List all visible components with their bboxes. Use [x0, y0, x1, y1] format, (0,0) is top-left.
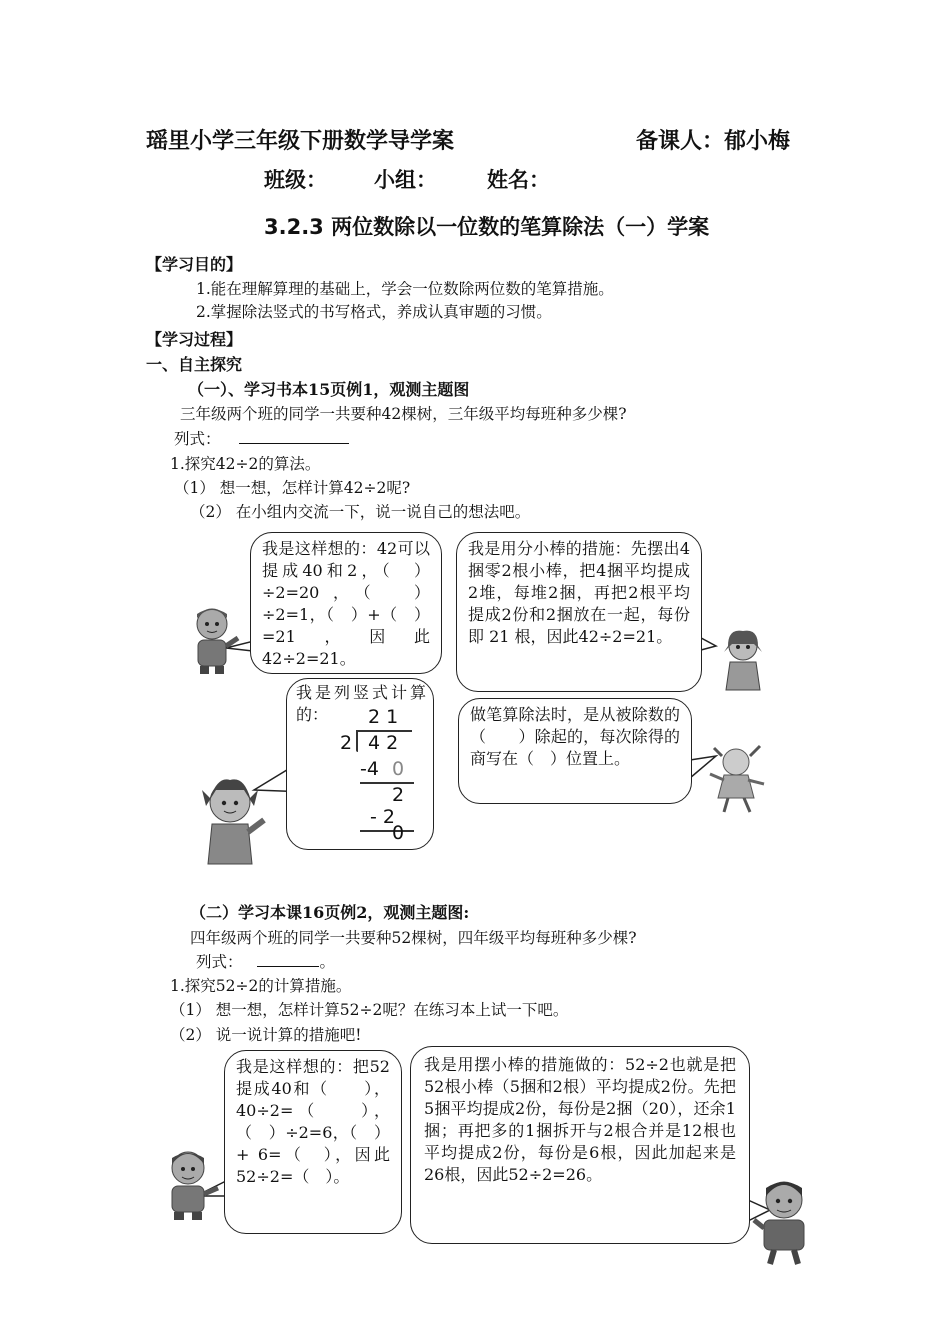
divisor: 2 [340, 732, 353, 754]
part2-explore: 1.探究52÷2的计算措施。 [170, 977, 352, 995]
process-heading: 【学习过程】 [146, 330, 243, 349]
girl-dancing-cartoon-icon [706, 744, 768, 814]
part1-q1: （1） 想一想，怎样计算42÷2呢? [174, 479, 411, 497]
long-division [330, 700, 430, 844]
formula-blank[interactable] [257, 950, 319, 967]
objectives-heading: 【学习目的】 [146, 255, 243, 274]
formula-label: 列式： [196, 953, 243, 971]
part2-title: （二）学习本课16页例2，观测主题图: [190, 903, 470, 922]
boy-cartoon-icon [752, 1178, 816, 1266]
girl-cartoon-icon [198, 776, 268, 870]
part2-formula [196, 950, 335, 972]
part1-title: （一）、学习书本15页例1，观测主题图 [188, 380, 470, 399]
objective-item: 1.能在理解算理的基础上，学会一位数除两位数的笔算措施。 [196, 280, 614, 298]
class-label: 班级： [264, 168, 327, 192]
name-label: 姓名： [487, 168, 550, 192]
school-title: 瑶里小学三年级下册数学导学案 [146, 129, 455, 154]
bubble-text: 我是用摆小棒的措施做的：52÷2也就是把52根小棒（5捆和2根）平均提成2份。先把5捆平均提成2份，每份是2捆（20），还余1捆；再把多的1捆拆开与2根合并是12根也平均提成2份，每份是6根，因此加起来是26根，因此52÷2=26。 [424, 1055, 736, 1184]
step-subtract: -4 [360, 758, 379, 780]
author: 备课人：郁小梅 [636, 129, 791, 154]
girl-cartoon-icon [718, 628, 768, 694]
bubble-text: 我是这样想的：42可以提成40和2，（ ）÷2=20，（ ）÷2=1，（ ）+（ ）=21，因此42÷2=21。 [262, 539, 430, 668]
remainder: 0 [392, 822, 405, 844]
dividend: 4 2 [368, 732, 399, 754]
formula-label: 列式： [174, 430, 221, 448]
bubble-text: 做笔算除法时，是从被除数的（ ）除起的，每次除得的商写在（ ）位置上。 [470, 705, 680, 768]
remainder: 2 [392, 784, 405, 806]
quotient: 2 1 [368, 706, 399, 728]
part1-problem: 三年级两个班的同学一共要种42棵树，三年级平均每班种多少棵? [180, 405, 627, 423]
boy-cartoon-icon [186, 604, 242, 676]
part2-q1: （1） 想一想，怎样计算52÷2呢？在练习本上试一下吧。 [170, 1001, 569, 1019]
part1-explore: 1.探究42÷2的算法。 [170, 455, 321, 473]
bubble-text: 我是用分小棒的措施：先摆出4捆零2根小棒，把4捆平均提成2堆，每堆2捆，再把2根平均提成2份和2捆放在一起，每份即 21 根，因此42÷2=21。 [468, 539, 690, 646]
placeholder-zero: 0 [392, 758, 405, 780]
bubble-text: 我是列竖式计算的： [296, 683, 426, 724]
formula-end: 。 [319, 953, 335, 971]
division-line [360, 782, 414, 784]
boy-cartoon-icon [160, 1148, 220, 1222]
objective-item: 2.掌握除法竖式的书写格式，养成认真审题的习惯。 [196, 303, 552, 321]
lesson-title: 3.2.3 两位数除以一位数的笔算除法（一）学案 [264, 215, 710, 239]
section-heading: 一、自主探究 [146, 355, 243, 374]
bubble-text: 我是这样想的：把52提成40和（ ），40÷2=（ ），（ ）÷2=6，（ ）+ 6=（ ），因此 52÷2=（ ）。 [236, 1057, 390, 1186]
part1-q2: （2） 在小组内交流一下，说一说自己的想法吧。 [190, 503, 531, 521]
division-line [360, 830, 414, 832]
division-bracket [356, 730, 358, 752]
part2-problem: 四年级两个班的同学一共要种52棵树，四年级平均每班种多少棵? [190, 929, 637, 947]
group-label: 小组： [374, 168, 437, 192]
step-subtract: - 2 [370, 806, 395, 828]
part2-q2: （2） 说一说计算的措施吧! [170, 1026, 362, 1044]
